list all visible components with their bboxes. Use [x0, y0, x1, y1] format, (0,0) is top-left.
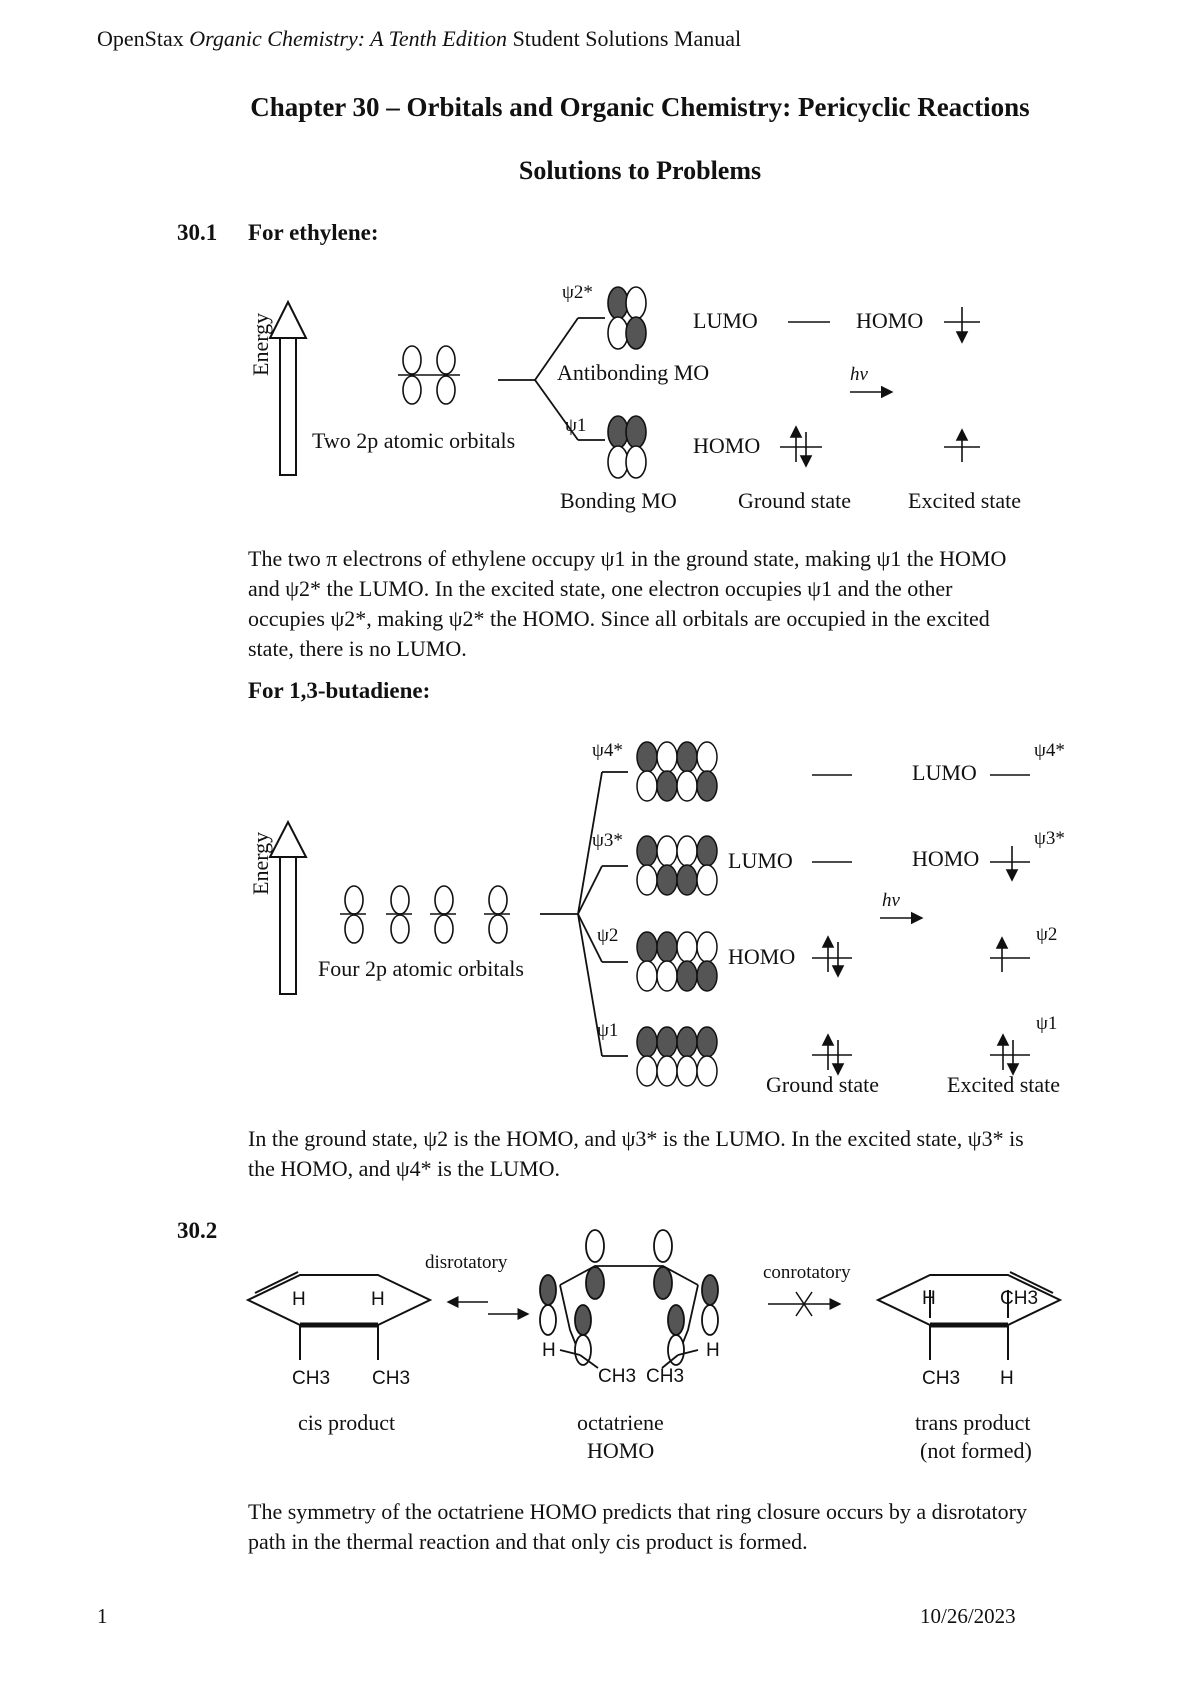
- right-psi3-label: ψ3*: [1034, 828, 1065, 849]
- page-number: 1: [97, 1604, 108, 1628]
- header-suffix: Student Solutions Manual: [507, 26, 742, 51]
- section-title: Solutions to Problems: [518, 156, 762, 185]
- closure-line-2: path in the thermal reaction and that only cis product is formed.: [248, 1529, 808, 1554]
- trans-product-structure: [878, 1272, 1060, 1360]
- psi1-level-excited-1: [944, 430, 980, 462]
- trans-product-label: trans product: [915, 1410, 1031, 1435]
- cis-h-1: H: [292, 1289, 306, 1310]
- butadiene-line-1: In the ground state, ψ2 is the HOMO, and ψ3* is the LUMO. In the excited state, ψ3* is: [248, 1126, 1024, 1151]
- atomic-p-orbitals-1: [398, 346, 460, 404]
- cis-ch3-2: CH3: [372, 1368, 411, 1389]
- homo-level-ground-2: [812, 937, 852, 976]
- energy-label-1: Energy: [248, 312, 273, 376]
- homo-label: HOMO: [587, 1438, 655, 1463]
- trans-ch3-top: CH3: [1000, 1288, 1039, 1309]
- excited-state-label-2: Excited state: [947, 1072, 1061, 1097]
- header-prefix: OpenStax: [97, 26, 190, 51]
- homo-ground-label-2: HOMO: [728, 944, 796, 969]
- header-book-title: Organic Chemistry: A Tenth Edition: [189, 26, 508, 51]
- footer-date: 10/26/2023: [920, 1604, 1016, 1628]
- closure-explanation: [248, 1497, 1148, 1557]
- psi2-label: ψ2: [597, 925, 619, 946]
- ethylene-heading: For ethylene:: [248, 220, 379, 245]
- psi1-label: ψ1: [565, 415, 587, 436]
- homo-level-excited-1: [944, 307, 980, 342]
- atomic-p-orbitals-2: [340, 886, 510, 943]
- trans-h-1: H: [922, 1288, 936, 1309]
- psi1-level-ground-2: [812, 1035, 852, 1074]
- psi1-label-2: ψ1: [597, 1020, 619, 1041]
- not-formed-label: (not formed): [920, 1438, 1032, 1463]
- atomic-orbitals-label-1: Two 2p atomic orbitals: [312, 428, 516, 453]
- cis-product-label: cis product: [298, 1410, 396, 1435]
- trans-h-2: H: [1000, 1368, 1014, 1389]
- homo-level-excited-2: [990, 846, 1030, 880]
- bonding-label: Bonding MO: [560, 488, 677, 513]
- right-psi4-label: ψ4*: [1034, 740, 1065, 761]
- homo-level-ground-1: [780, 427, 822, 466]
- right-psi2-label: ψ2: [1036, 924, 1058, 945]
- lumo-excited-label-2: LUMO: [912, 760, 977, 785]
- psi2-star-label: ψ2*: [562, 282, 593, 303]
- octatriene-structure: [540, 1230, 718, 1368]
- antibonding-mo-lobes: [608, 287, 646, 349]
- disrotatory-label: disrotatory: [425, 1252, 508, 1273]
- psi3-label: ψ3*: [592, 830, 623, 851]
- psi3-mo-lobes: [637, 836, 717, 895]
- oct-ch3-2: CH3: [646, 1366, 685, 1387]
- hv-label-2: hv: [882, 890, 900, 911]
- cis-h-2: H: [371, 1289, 385, 1310]
- ethylene-line-4: state, there is no LUMO.: [248, 636, 467, 661]
- antibonding-label: Antibonding MO: [557, 360, 710, 385]
- psi1-mo-lobes: [637, 1027, 717, 1086]
- problem-number-30-2: 30.2: [177, 1218, 218, 1243]
- conrotatory-label: conrotatory: [763, 1262, 851, 1283]
- bonding-mo-lobes: [608, 416, 646, 478]
- psi4-mo-lobes: [637, 742, 717, 801]
- conrotatory-blocked-arrow: [768, 1292, 840, 1316]
- hv-label-1: hv: [850, 364, 868, 385]
- problem-number-30-1: 30.1: [177, 220, 218, 245]
- mo-branch-lines-2: [540, 772, 628, 1056]
- oct-ch3-1: CH3: [598, 1366, 637, 1387]
- excited-state-label-1: Excited state: [908, 488, 1022, 513]
- psi2-level-excited-2: [990, 938, 1030, 972]
- psi1-level-excited-2: [990, 1035, 1030, 1074]
- homo-excited-label-2: HOMO: [912, 846, 980, 871]
- oct-h-1: H: [542, 1340, 556, 1361]
- disrotatory-arrows: [448, 1302, 528, 1314]
- chapter-title: Chapter 30 – Orbitals and Organic Chemistry: Pericyclic Reactions: [250, 92, 1030, 122]
- trans-ch3-bottom: CH3: [922, 1368, 961, 1389]
- ethylene-line-1: The two π electrons of ethylene occupy ψ1 in the ground state, making ψ1 the HOMO: [248, 546, 1007, 571]
- closure-line-1: The symmetry of the octatriene HOMO predicts that ring closure occurs by a disrotatory: [248, 1499, 1027, 1524]
- octatriene-label: octatriene: [577, 1410, 664, 1435]
- ethylene-line-2: and ψ2* the LUMO. In the excited state, one electron occupies ψ1 and the other: [248, 576, 953, 601]
- psi4-label: ψ4*: [592, 740, 623, 761]
- right-psi1-label: ψ1: [1036, 1013, 1058, 1034]
- atomic-orbitals-label-2: Four 2p atomic orbitals: [318, 956, 524, 981]
- energy-arrow-1: [270, 302, 306, 475]
- ground-state-label-2: Ground state: [766, 1072, 880, 1097]
- homo-ground-label-1: HOMO: [693, 433, 761, 458]
- ethylene-line-3: occupies ψ2*, making ψ2* the HOMO. Since all orbitals are occupied in the excited: [248, 606, 990, 631]
- psi2-mo-lobes: [637, 932, 717, 991]
- butadiene-explanation: [248, 1124, 1128, 1184]
- oct-h-2: H: [706, 1340, 720, 1361]
- energy-label-2: Energy: [248, 831, 273, 895]
- lumo-label-1: LUMO: [693, 308, 758, 333]
- homo-excited-label-1: HOMO: [856, 308, 924, 333]
- ground-state-label-1: Ground state: [738, 488, 852, 513]
- cis-ch3-1: CH3: [292, 1368, 331, 1389]
- butadiene-heading: For 1,3-butadiene:: [248, 678, 431, 703]
- cis-product-structure: [248, 1272, 430, 1360]
- ethylene-explanation: [248, 544, 1108, 664]
- lumo-ground-label-2: LUMO: [728, 848, 793, 873]
- energy-arrow-2: [270, 822, 306, 994]
- butadiene-line-2: the HOMO, and ψ4* is the LUMO.: [248, 1156, 560, 1181]
